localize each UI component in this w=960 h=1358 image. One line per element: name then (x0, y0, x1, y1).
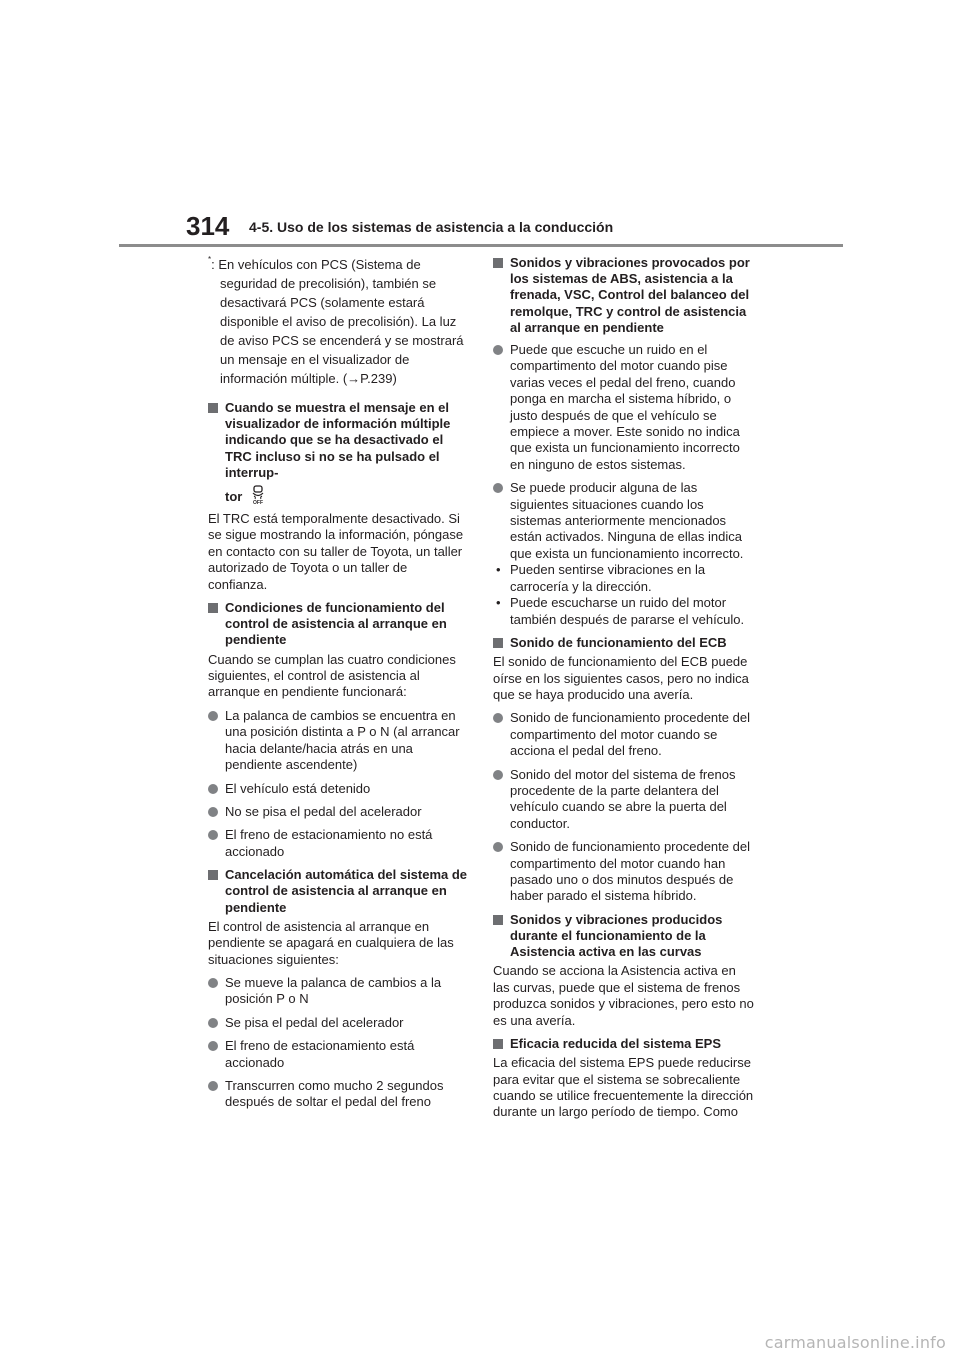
heading-text: Sonido de funcionamiento del ECB (510, 634, 727, 650)
heading-trc-message (208, 400, 470, 481)
dash-item-text: Pueden sentirse vibraciones en la carrocería y la dirección. (510, 562, 706, 594)
list-item-text: Sonido del motor del sistema de frenos procedente de la parte delantera del vehículo cuando se abre la puerta del conductor. (510, 766, 736, 831)
round-bullet-icon (208, 978, 218, 988)
list-item-text: Sonido de funcionamiento procedente del compartimento del motor cuando se acciona el pedal del freno. (510, 710, 750, 759)
list-item (493, 839, 755, 905)
list-item-text: No se pisa el pedal del acelerador (225, 803, 422, 819)
round-bullet-icon (493, 345, 503, 355)
list-item-text: Se pisa el pedal del acelerador (225, 1014, 404, 1030)
heading-active-cornering (493, 912, 755, 961)
body-hill-start-cancel: El control de asistencia al arranque en pendiente se apagará en cualquiera de las situaciones siguientes: (208, 918, 454, 967)
square-bullet-icon (208, 603, 218, 613)
heading-abs-sounds (493, 255, 755, 336)
round-bullet-icon (493, 483, 503, 493)
heading-eps-efficiency (493, 1036, 755, 1052)
heading-hill-start-conditions (208, 600, 470, 649)
right-column (493, 255, 755, 1128)
list-item-text: El freno de estacionamiento no está accionado (225, 827, 433, 859)
heading-text: Eficacia reducida del sistema EPS (510, 1036, 721, 1052)
square-bullet-icon (208, 403, 218, 413)
body-trc-message: El TRC está temporalmente desactivado. Si se sigue mostrando la información, póngase en contacto con su taller de Toyota, un taller autorizado de Toyota o un taller de confianza. (208, 511, 464, 592)
round-bullet-icon (208, 807, 218, 817)
square-bullet-icon (208, 870, 218, 880)
round-bullet-icon (493, 713, 503, 723)
square-bullet-icon (493, 638, 503, 648)
square-bullet-icon (493, 258, 503, 268)
round-bullet-icon (208, 1018, 218, 1028)
round-bullet-icon (208, 1081, 218, 1091)
square-bullet-icon (493, 1039, 503, 1049)
round-bullet-icon (208, 1041, 218, 1051)
footnote-mark: * (208, 255, 212, 264)
list-item (493, 710, 755, 759)
heading-trc-message-end (225, 485, 470, 505)
list-item (208, 1078, 470, 1111)
trc-off-icon (250, 485, 266, 505)
list-item-text: Se mueve la palanca de cambios a la posición P o N (225, 974, 442, 1007)
header-divider (119, 244, 843, 247)
heading-text: Sonidos y vibraciones producidos durante el funcionamiento de la Asistencia activa en las curvas (510, 911, 723, 960)
watermark: carmanualsonline.info (764, 1333, 946, 1352)
list-item (493, 480, 755, 562)
heading-text-end: tor (225, 488, 243, 504)
list-item (493, 342, 755, 473)
heading-hill-start-cancel (208, 867, 470, 916)
round-bullet-icon (493, 770, 503, 780)
body-ecb-sound: El sonido de funcionamiento del ECB puede oírse en los siguientes casos, pero no indica que se haya producido una avería. (493, 654, 749, 702)
body-hill-start-conditions: Cuando se cumplan las cuatro condiciones siguientes, el control de asistencia al arranque en pendiente funcionará: (208, 651, 456, 700)
square-bullet-icon (493, 915, 503, 925)
list-item-text: Puede que escuche un ruido en el compartimento del motor cuando pise varias veces el pedal del freno, cuando ponga en marcha el sistema híbrido, o justo después de que el vehículo se empiece a mover. Este sonido no indica que exista un funcionamiento incorrecto en ninguno de estos sistemas. (510, 342, 740, 472)
section-title: 4-5. Uso de los sistemas de asistencia a la conducción (249, 219, 614, 235)
list-item (208, 804, 470, 820)
dash-item-text: Puede escucharse un ruido del motor también después de pararse el vehículo. (510, 595, 745, 627)
round-bullet-icon (208, 711, 218, 721)
footnote (208, 255, 470, 388)
heading-text: Condiciones de funcionamiento del control de asistencia al arranque en pendiente (225, 600, 447, 648)
list-item (208, 781, 470, 797)
heading-text: Cuando se muestra el mensaje en el visualizador de información múltiple indicando que se ha desactivado el TRC incluso si no se ha pulsado el interrup- (225, 400, 451, 480)
list-item-text: El freno de estacionamiento está accionado (225, 1038, 415, 1070)
round-bullet-icon (208, 830, 218, 840)
left-column (208, 255, 470, 1118)
list-item (208, 827, 470, 860)
footnote-text: : En vehículos con PCS (Sistema de seguridad de precolisión), también se desactivará PCS (solamente estará disponible el aviso de precolisión). La luz de aviso PCS se encenderá y se mostrará un mensaje en el visualizador de información múltiple. (→P.239) (211, 257, 464, 386)
list-item (208, 1038, 470, 1071)
round-bullet-icon (208, 784, 218, 794)
list-item-text: El vehículo está detenido (225, 780, 371, 796)
dash-item: • Pueden sentirse vibraciones en la carrocería y la dirección. (496, 562, 706, 594)
round-bullet-icon (493, 842, 503, 852)
dash-item: • Puede escucharse un ruido del motor también después de pararse el vehículo. (496, 595, 745, 627)
body-eps-efficiency: La eficacia del sistema EPS puede reducirse para evitar que el sistema se sobrecaliente cuando se utilice frecuentemente la dirección durante un largo período de tiempo. Como (493, 1055, 754, 1120)
list-item-text: Sonido de funcionamiento procedente del compartimento del motor cuando han pasado uno o dos minutos después de haber parado el sistema híbrido. (510, 839, 750, 904)
list-item-text: Transcurren como mucho 2 segundos después de soltar el pedal del freno (225, 1077, 444, 1110)
list-item-text: La palanca de cambios se encuentra en una posición distinta a P o N (al arrancar hacia delante/hacia atrás en una pendiente ascendente) (225, 707, 460, 773)
heading-ecb-sound (493, 635, 755, 651)
list-item (208, 1015, 470, 1031)
body-active-cornering: Cuando se acciona la Asistencia activa en las curvas, puede que el sistema de frenos produzca sonidos y vibraciones, pero esto no es una avería. (493, 963, 754, 1028)
svg-text:OFF: OFF (253, 500, 264, 506)
list-item (208, 708, 470, 774)
heading-text: Cancelación automática del sistema de control de asistencia al arranque en pendiente (225, 867, 468, 915)
heading-text: Sonidos y vibraciones provocados por los sistemas de ABS, asistencia a la frenada, VSC, Control del balanceo del remolque, TRC y control de asistencia al arranque en pendiente (510, 255, 750, 335)
page-number: 314 (186, 211, 230, 241)
list-item (208, 975, 470, 1008)
list-item (493, 767, 755, 833)
list-item-text: Se puede producir alguna de las siguientes situaciones cuando los sistemas anteriormente mencionados están activados. Ninguna de ellas indica que exista un funcionamiento incorrecto. (510, 480, 744, 561)
